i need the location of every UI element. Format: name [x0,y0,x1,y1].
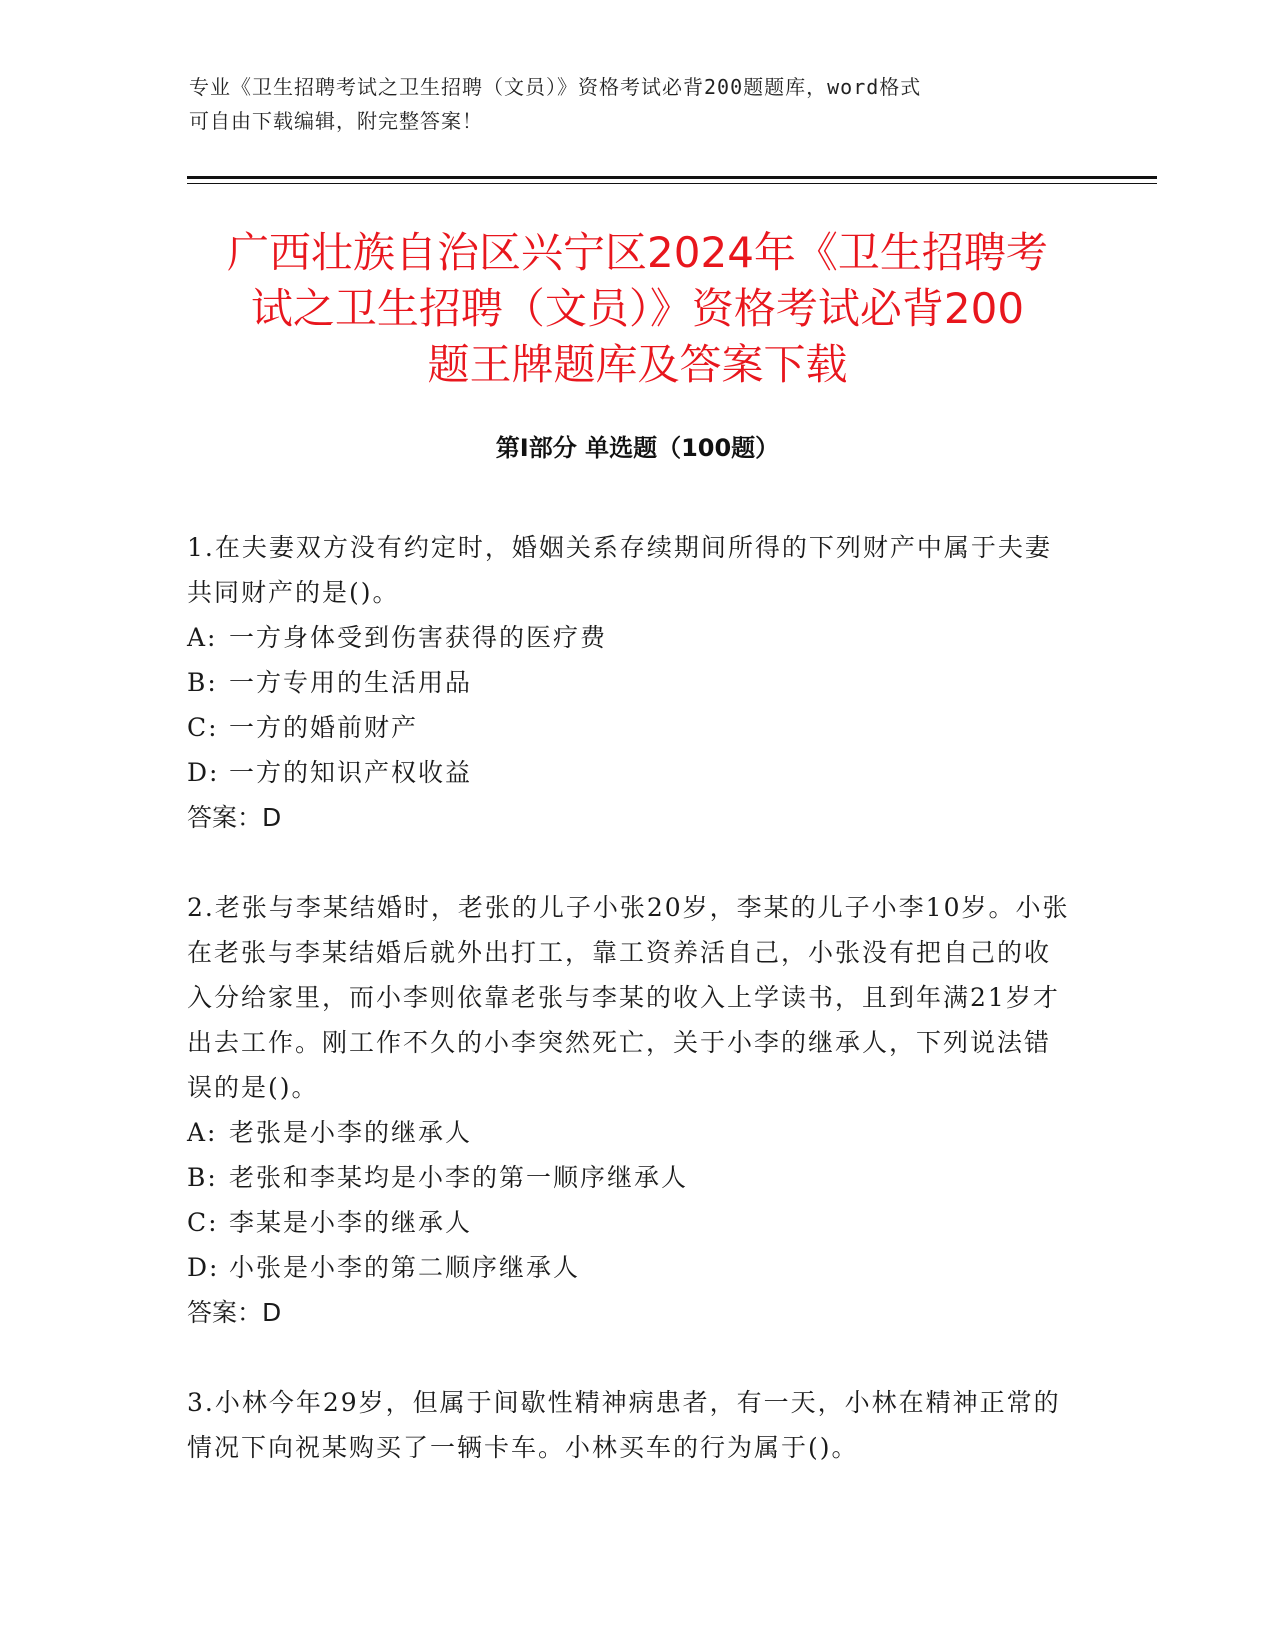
document-title-line3: 题王牌题库及答案下载 [427,340,848,389]
option-text: 李某是小李的继承人 [229,1208,473,1237]
question-1 [187,525,1077,840]
option-text: 小张是小李的第二顺序继承人 [229,1253,581,1282]
option-key: C: [187,1208,219,1237]
option-text: 一方的知识产权收益 [229,758,473,787]
option-key: D: [187,1253,220,1282]
question-option-a [187,1110,1077,1155]
question-stem: 1.在夫妻双方没有约定时，婚姻关系存续期间所得的下列财产中属于夫妻共同财产的是()。 [187,533,1052,607]
document-title [150,225,1125,393]
option-key: B: [187,668,218,697]
question-stem: 2.老张与李某结婚时，老张的儿子小张20岁，李某的儿子小李10岁。小张在老张与李某结婚后就外出打工，靠工资养活自己，小张没有把自己的收入分给家里，而小李则依靠老张与李某的收入上学读书，且到年满21岁才出去工作。刚工作不久的小李突然死亡，关于小李的继承人，下列说法错误的是()。 [187,893,1070,1102]
option-text: 一方身体受到伤害获得的医疗费 [229,623,608,652]
option-key: D: [187,758,220,787]
question-option-c [187,1200,1077,1245]
header-note-line1: 专业《卫生招聘考试之卫生招聘（文员）》资格考试必背200题题库，word格式 [189,75,922,99]
header-divider-thick [187,176,1157,179]
option-text: 一方的婚前财产 [229,713,419,742]
header-note [189,70,1079,138]
question-answer: 答案：D [187,803,282,832]
option-key: A: [187,1118,218,1147]
question-option-d [187,1245,1077,1290]
document-title-line2: 试之卫生招聘（文员）》资格考试必背200 [250,284,1025,333]
document-title-line1: 广西壮族自治区兴宁区2024年《卫生招聘考 [227,228,1048,277]
question-option-a [187,615,1077,660]
question-stem: 3.小林今年29岁，但属于间歇性精神病患者，有一天，小林在精神正常的情况下向祝某购买了一辆卡车。小林买车的行为属于()。 [187,1388,1061,1462]
question-option-b [187,660,1077,705]
question-option-d [187,750,1077,795]
option-key: B: [187,1163,218,1192]
option-text: 老张和李某均是小李的第一顺序继承人 [229,1163,689,1192]
question-answer: 答案：D [187,1298,282,1327]
question-option-b [187,1155,1077,1200]
header-note-line2: 可自由下载编辑，附完整答案！ [189,109,483,133]
question-3 [187,1380,1077,1470]
header-divider-thin [187,183,1157,184]
question-option-c [187,705,1077,750]
option-key: C: [187,713,219,742]
question-2 [187,885,1077,1335]
option-text: 一方专用的生活用品 [229,668,473,697]
section-title: 第Ⅰ部分 单选题（100题） [495,434,780,462]
option-text: 老张是小李的继承人 [229,1118,473,1147]
option-key: A: [187,623,218,652]
